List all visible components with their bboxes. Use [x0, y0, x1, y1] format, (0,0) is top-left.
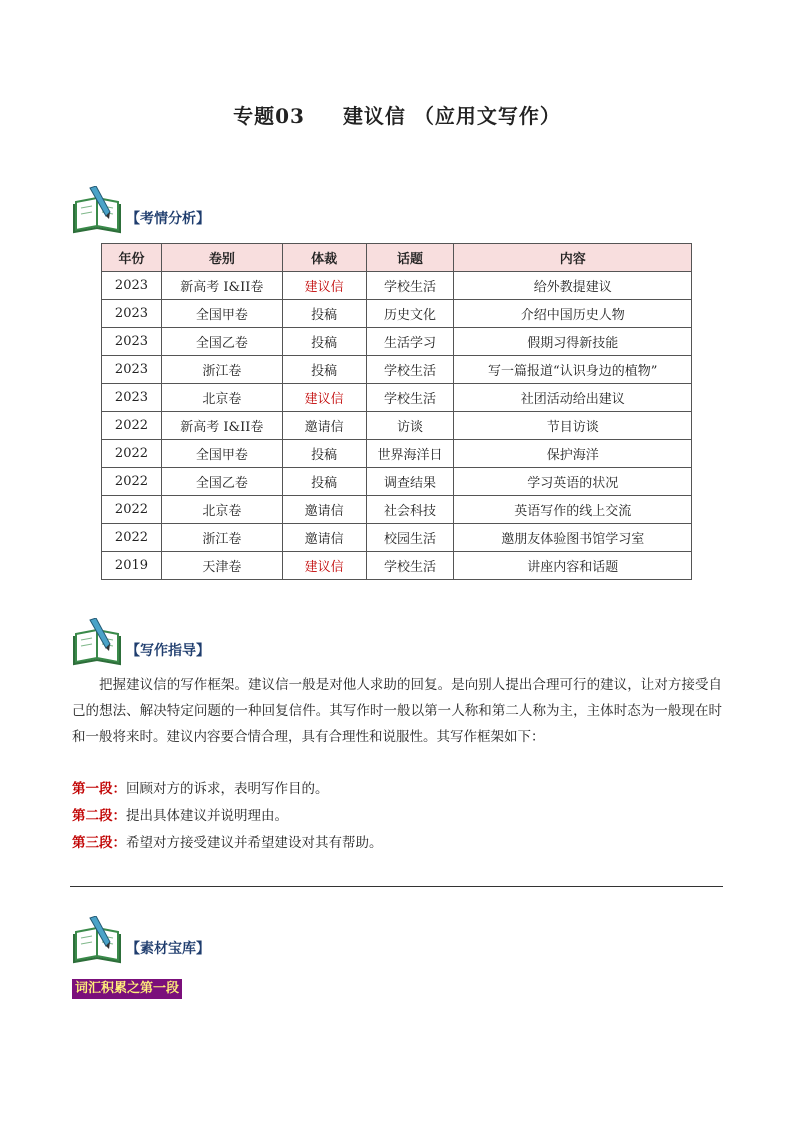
title-main: 建议信 （应用文写作） [342, 104, 561, 128]
cell-topic: 学校生活 [366, 552, 454, 580]
cell-content: 保护海洋 [454, 440, 692, 468]
cell-year: 2022 [102, 496, 162, 524]
cell-topic: 调查结果 [366, 468, 454, 496]
section-label: 【考情分析】 [126, 211, 210, 227]
column-header: 内容 [454, 244, 692, 272]
cell-topic: 生活学习 [366, 328, 454, 356]
cell-topic: 学校生活 [366, 356, 454, 384]
section-label: 【素材宝库】 [126, 941, 210, 957]
cell-topic: 历史文化 [366, 300, 454, 328]
cell-topic: 学校生活 [366, 384, 454, 412]
cell-genre: 投稿 [282, 468, 366, 496]
cell-year: 2019 [102, 552, 162, 580]
cell-content: 介绍中国历史人物 [454, 300, 692, 328]
cell-topic: 学校生活 [366, 272, 454, 300]
step-label: 第三段： [72, 835, 126, 851]
cell-year: 2022 [102, 524, 162, 552]
cell-paper: 浙江卷 [161, 356, 282, 384]
step-label: 第二段： [72, 808, 126, 824]
cell-year: 2022 [102, 468, 162, 496]
cell-year: 2022 [102, 412, 162, 440]
cell-year: 2023 [102, 384, 162, 412]
cell-topic: 校园生活 [366, 524, 454, 552]
cell-paper: 全国乙卷 [161, 328, 282, 356]
step-text: 回顾对方的诉求，表明写作目的。 [126, 781, 329, 797]
table-row [102, 412, 692, 440]
cell-topic: 社会科技 [366, 496, 454, 524]
cell-content: 节目访谈 [454, 412, 692, 440]
book-pencil-icon [72, 618, 124, 666]
section-label: 【写作指导】 [126, 643, 210, 659]
cell-genre: 投稿 [282, 440, 366, 468]
cell-topic: 世界海洋日 [366, 440, 454, 468]
page-title [0, 100, 794, 129]
table-row [102, 300, 692, 328]
step-item [72, 803, 383, 830]
cell-year: 2022 [102, 440, 162, 468]
cell-paper: 全国甲卷 [161, 440, 282, 468]
table-row [102, 328, 692, 356]
column-header: 年份 [102, 244, 162, 272]
cell-paper: 全国甲卷 [161, 300, 282, 328]
step-item [72, 776, 383, 803]
cell-paper: 北京卷 [161, 496, 282, 524]
table-row [102, 356, 692, 384]
table-row [102, 440, 692, 468]
book-pencil-icon [72, 916, 124, 964]
cell-content: 讲座内容和话题 [454, 552, 692, 580]
cell-year: 2023 [102, 328, 162, 356]
cell-year: 2023 [102, 300, 162, 328]
cell-content: 英语写作的线上交流 [454, 496, 692, 524]
cell-genre: 建议信 [282, 272, 366, 300]
cell-year: 2023 [102, 356, 162, 384]
cell-genre: 建议信 [282, 384, 366, 412]
cell-paper: 北京卷 [161, 384, 282, 412]
table-row [102, 384, 692, 412]
table-row [102, 524, 692, 552]
cell-content: 给外教提建议 [454, 272, 692, 300]
table-row [102, 468, 692, 496]
table-row [102, 272, 692, 300]
cell-genre: 邀请信 [282, 496, 366, 524]
cell-paper: 天津卷 [161, 552, 282, 580]
cell-genre: 投稿 [282, 300, 366, 328]
column-header: 话题 [366, 244, 454, 272]
vocab-heading: 词汇积累之第一段 [72, 979, 182, 999]
cell-genre: 投稿 [282, 356, 366, 384]
cell-content: 社团活动给出建议 [454, 384, 692, 412]
guide-paragraph: 把握建议信的写作框架。建议信一般是对他人求助的回复。是向别人提出合理可行的建议，让对方接受自己的想法、解决特定问题的一种回复信件。其写作时一般以第一人称和第二人称为主，主体时态为一般现在时和一般将来时。建议内容要合情合理，具有合理性和说服性。其写作框架如下： [72, 677, 722, 745]
book-pencil-icon [72, 186, 124, 234]
cell-year: 2023 [102, 272, 162, 300]
cell-paper: 浙江卷 [161, 524, 282, 552]
table-header-row [102, 244, 692, 272]
cell-content: 假期习得新技能 [454, 328, 692, 356]
cell-genre: 建议信 [282, 552, 366, 580]
cell-topic: 访谈 [366, 412, 454, 440]
cell-content: 学习英语的状况 [454, 468, 692, 496]
table-row [102, 552, 692, 580]
table-row [102, 496, 692, 524]
title-number: 专题03 [233, 104, 305, 128]
cell-paper: 全国乙卷 [161, 468, 282, 496]
step-text: 提出具体建议并说明理由。 [126, 808, 288, 824]
cell-genre: 邀请信 [282, 524, 366, 552]
cell-genre: 邀请信 [282, 412, 366, 440]
exam-analysis-table [101, 243, 692, 580]
cell-content: 写一篇报道“认识身边的植物” [454, 356, 692, 384]
framework-steps [72, 776, 383, 857]
column-header: 体裁 [282, 244, 366, 272]
cell-content: 邀朋友体验图书馆学习室 [454, 524, 692, 552]
cell-genre: 投稿 [282, 328, 366, 356]
step-label: 第一段： [72, 781, 126, 797]
step-text: 希望对方接受建议并希望建设对其有帮助。 [126, 835, 383, 851]
column-header: 卷别 [161, 244, 282, 272]
divider [70, 886, 723, 887]
cell-paper: 新高考 I&II卷 [161, 272, 282, 300]
cell-paper: 新高考 I&II卷 [161, 412, 282, 440]
step-item [72, 830, 383, 857]
